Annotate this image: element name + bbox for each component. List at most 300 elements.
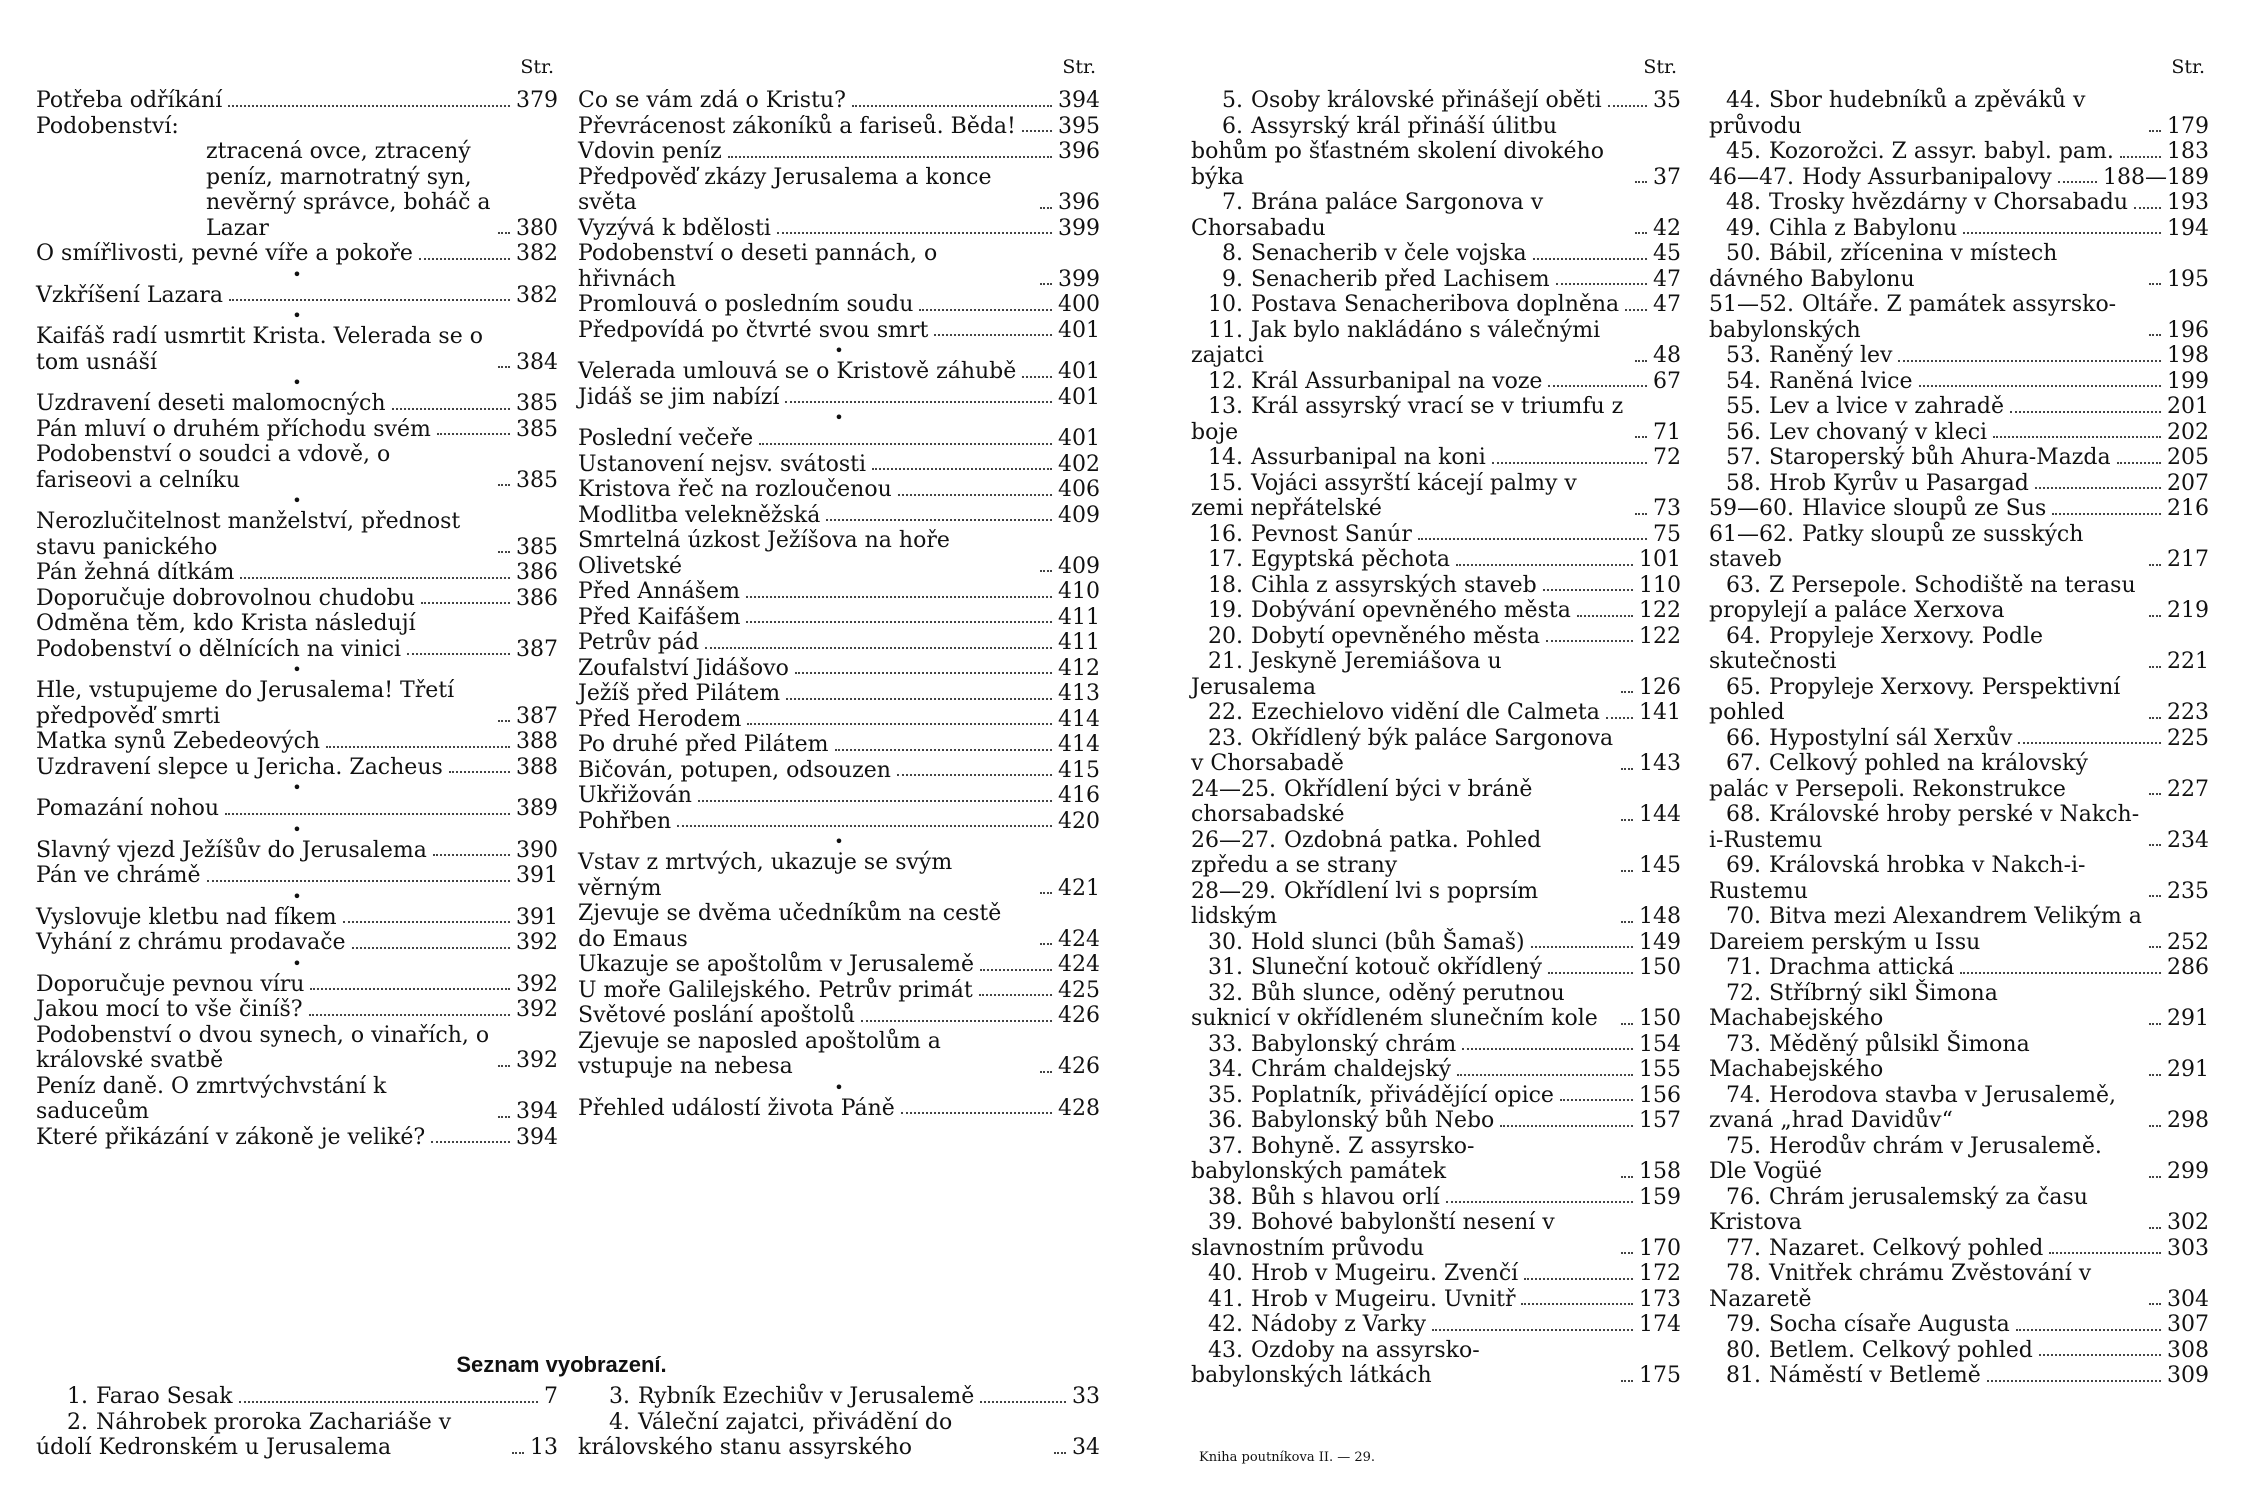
page-number: 401 [1058, 384, 1100, 410]
entry-text: Z Persepole. Schodiště na terasu propylejí a paláce Xerxova [1709, 572, 2136, 623]
page-number: 159 [1639, 1184, 1681, 1210]
entry-text: Herodův chrám v Jerusalemě. Dle Vogüé [1709, 1133, 2102, 1184]
entry-title: ztracená ovce, ztracený peníz, marnotratný syn, nevěrný správce, boháč a Lazar [206, 139, 491, 241]
toc-entry [1191, 930, 1681, 956]
page-number: 385 [516, 391, 558, 416]
dot-leader [2052, 513, 2161, 515]
page-number: 179 [2167, 113, 2209, 139]
entry-text: Hrob Kyrův u Pasargad [1769, 470, 2029, 496]
dot-leader [1040, 892, 1052, 894]
dot-leader [229, 299, 510, 301]
dot-leader [1446, 1201, 1633, 1203]
toc-entry [1191, 369, 1681, 395]
toc-entry [1709, 445, 2209, 471]
page-number: 122 [1639, 623, 1681, 649]
entry-text: Propyleje Xerxovy. Perspektivní pohled [1709, 674, 2121, 725]
toc-entry [1191, 88, 1681, 114]
entry-number: 81. [1726, 1363, 1761, 1388]
dot-leader [1577, 615, 1633, 617]
entry-number: 77. [1726, 1235, 1761, 1261]
dot-leader [1621, 768, 1633, 770]
illustrations-heading: Seznam vyobrazení. [456, 1352, 667, 1377]
toc-entry [1709, 751, 2209, 802]
page-number: 7 [544, 1384, 558, 1409]
entry-title: Hle, vstupujeme do Jerusalema! Třetí předpověď smrti [36, 678, 455, 729]
dot-leader [1919, 385, 2162, 387]
entry-number: 63. [1726, 572, 1761, 598]
dot-leader [1521, 1303, 1633, 1305]
dot-leader [1022, 130, 1052, 132]
toc-entry [1191, 114, 1681, 191]
page-number: 406 [1058, 477, 1100, 502]
page-number: 409 [1058, 553, 1100, 579]
toc-entry [1709, 292, 2209, 343]
page-number: 396 [1058, 190, 1100, 215]
entry-number: 20. [1208, 623, 1243, 649]
section-divider-star: • [292, 660, 302, 679]
dot-leader [2149, 130, 2161, 132]
entry-number: 51—52. [1709, 292, 1794, 317]
toc-entry [1191, 1108, 1681, 1134]
toc-entry [1709, 522, 2209, 573]
entry-text: Jak bylo nakládáno s válečnými zajatci [1191, 317, 1601, 368]
dot-leader [228, 105, 510, 107]
entry-number: 54. [1726, 368, 1761, 394]
entry-title: Peníz daně. O zmrtvýchvstání k saduceům [36, 1073, 387, 1124]
toc-entry [36, 997, 558, 1023]
entry-text: Babylonský bůh Nebo [1251, 1108, 1495, 1133]
page-number: 155 [1639, 1057, 1681, 1082]
entry-title: Vyzývá k bdělosti [578, 215, 771, 241]
entry-number: 40. [1208, 1261, 1243, 1286]
entry-text: Hypostylní sál Xerxův [1769, 725, 2013, 751]
toc-entry [1709, 88, 2209, 139]
dot-leader [309, 1014, 510, 1016]
toc-entry [578, 758, 1100, 784]
dot-leader [498, 720, 510, 722]
entry-number: 44. [1726, 88, 1761, 113]
toc-entry [1709, 624, 2209, 675]
page-number: 426 [1058, 1054, 1100, 1079]
section-divider-star: • [834, 341, 844, 360]
entry-text: Celkový pohled na královský palác v Persepoli. Rekonstrukce [1709, 751, 2088, 802]
entry-title [1191, 190, 1629, 241]
toc-entry [36, 586, 558, 612]
dot-leader [919, 309, 1052, 311]
toc-entry [1709, 1312, 2209, 1338]
entry-title: Jakou mocí to vše činíš? [36, 997, 303, 1022]
page-number: 391 [516, 904, 558, 930]
dot-leader [1418, 538, 1647, 540]
page-number: 428 [1058, 1095, 1100, 1121]
page-number: 157 [1639, 1108, 1681, 1133]
page-number: 205 [2167, 445, 2209, 470]
toc-entry [1191, 318, 1681, 369]
entry-title [1709, 394, 2004, 420]
entry-text: Ezechielovo vidění dle Calmeta [1251, 700, 1600, 725]
entry-title [1709, 1312, 2010, 1338]
dot-leader [1462, 1048, 1633, 1050]
page-number: 183 [2167, 139, 2209, 164]
dot-leader [2035, 487, 2161, 489]
dot-leader [1040, 943, 1052, 945]
entry-title: Ukřižován [578, 783, 692, 808]
page-number: 384 [516, 349, 558, 375]
entry-number: 80. [1726, 1337, 1761, 1363]
dot-leader [352, 947, 510, 949]
toc-entry [1191, 547, 1681, 573]
entry-title: Vyhání z chrámu prodavače [36, 930, 346, 955]
section-divider-star: • [292, 491, 302, 510]
entry-title: Pohřben [578, 808, 672, 834]
page-number: 401 [1058, 359, 1100, 384]
toc-entry [578, 385, 1100, 411]
entry-title [36, 1384, 233, 1410]
right-page [1123, 0, 2246, 1500]
entry-title: Kristova řeč na rozloučenou [578, 477, 892, 502]
entry-number: 48. [1726, 190, 1761, 215]
entry-title [1191, 573, 1537, 599]
entry-text: Okřídlení býci v bráně chorsabadské [1191, 776, 1533, 827]
page-number: 413 [1058, 681, 1100, 706]
page-number: 223 [2167, 700, 2209, 725]
dot-leader [980, 969, 1052, 971]
dot-leader [2149, 1176, 2161, 1178]
entry-title [1709, 751, 2143, 802]
entry-text: Sbor hudebníků a zpěváků v průvodu [1709, 88, 2086, 139]
entry-number: 38. [1208, 1184, 1243, 1210]
page-number: 156 [1639, 1082, 1681, 1108]
entry-title: U moře Galilejského. Petrův primát [578, 977, 973, 1003]
entry-number: 18. [1208, 572, 1243, 598]
entry-text: Bitva mezi Alexandrem Velikým a Dareiem perským u Issu [1709, 904, 2142, 955]
entry-text: Dobytí opevněného města [1251, 623, 1540, 649]
entry-text: Senacherib v čele vojska [1251, 241, 1527, 266]
entry-title: Bičován, potupen, odsouzen [578, 757, 891, 783]
toc-entry [1191, 1134, 1681, 1185]
dot-leader [852, 105, 1052, 107]
page-number: 309 [2167, 1363, 2209, 1388]
dot-leader [433, 854, 510, 856]
toc-entry [1191, 777, 1681, 828]
section-divider-star: • [292, 306, 302, 325]
entry-title [1709, 624, 2143, 675]
toc-entry [578, 165, 1100, 216]
entry-text: Raněná lvice [1769, 368, 1913, 394]
entry-text: Egyptská pěchota [1251, 547, 1451, 572]
page-number: 235 [2167, 878, 2209, 904]
entry-number: 57. [1726, 445, 1761, 470]
entry-title [1709, 190, 2128, 216]
entry-title: Zjevuje se naposled apoštolům a vstupuje na nebesa [578, 1028, 941, 1079]
toc-entry [1191, 1210, 1681, 1261]
toc-entry [1191, 1312, 1681, 1338]
dot-leader [310, 988, 510, 990]
entry-number: 4. [609, 1409, 630, 1435]
page-number: 396 [1058, 139, 1100, 164]
entry-title [1709, 955, 1954, 981]
entry-text: Raněný lev [1769, 343, 1893, 368]
entry-text: Vojáci assyrští kácejí palmy v zemi nepřátelské [1191, 470, 1577, 521]
page-number: 13 [530, 1435, 558, 1460]
page-number: 198 [2167, 343, 2209, 368]
toc-entry [1709, 496, 2209, 522]
toc-entry [578, 88, 1100, 114]
dot-leader [747, 723, 1052, 725]
toc-entry [1709, 394, 2209, 420]
toc-entry [36, 391, 558, 417]
entry-number: 3. [609, 1384, 630, 1409]
toc-entry [1709, 420, 2209, 446]
dot-leader [1531, 946, 1633, 948]
toc-entry [1709, 904, 2209, 955]
entry-title: Zoufalství Jidášovo [578, 655, 789, 681]
toc-entry [1191, 700, 1681, 726]
entry-title [1191, 1312, 1426, 1338]
dot-leader [1548, 972, 1633, 974]
toc-entry [36, 88, 558, 114]
toc-entry [36, 972, 558, 998]
page-number: 73 [1653, 496, 1681, 521]
toc-entry [578, 901, 1100, 952]
dot-leader [498, 484, 510, 486]
dot-leader [2149, 1125, 2161, 1127]
dot-leader [872, 468, 1052, 470]
entry-text: Patky sloupů ze susských staveb [1709, 521, 2084, 572]
entry-title: Vyslovuje kletbu nad fíkem [36, 904, 337, 930]
entry-title: Poslední večeře [578, 426, 754, 451]
page-number: 424 [1058, 926, 1100, 952]
dot-leader [2039, 1354, 2161, 1356]
page-number: 388 [516, 729, 558, 754]
dot-leader [2149, 334, 2161, 336]
dot-leader [1524, 1278, 1633, 1280]
dot-leader [897, 774, 1052, 776]
illustrations-column-3 [1191, 52, 1681, 1389]
page-number: 194 [2167, 215, 2209, 241]
dot-leader [449, 771, 510, 773]
toc-entry [1191, 981, 1681, 1032]
entry-title [1709, 1363, 1981, 1389]
dot-leader [795, 672, 1052, 674]
page-number: 409 [1058, 502, 1100, 528]
dot-leader [1621, 1380, 1633, 1382]
entry-title: Podobenství o soudci a vdově, o fariseovi a celníku [36, 442, 391, 493]
page-column-header: Str. [2171, 56, 2205, 78]
entry-number: 53. [1726, 343, 1761, 368]
toc-entry [578, 579, 1100, 605]
illustrations-column-4 [1709, 52, 2209, 1389]
dot-leader [2149, 1074, 2161, 1076]
entry-title [1191, 1287, 1515, 1313]
toc-entry [578, 605, 1100, 631]
toc-entry [1709, 573, 2209, 624]
dot-leader [1608, 105, 1647, 107]
page-number: 195 [2167, 266, 2209, 292]
page-number: 141 [1639, 700, 1681, 725]
toc-entry [1709, 165, 2209, 191]
page-number: 420 [1058, 808, 1100, 834]
entry-title [1709, 1032, 2143, 1083]
page-number: 286 [2167, 955, 2209, 980]
dot-leader [1040, 1071, 1052, 1073]
toc-entry [578, 656, 1100, 682]
entry-title [1191, 828, 1615, 879]
page-number: 150 [1639, 1006, 1681, 1031]
entry-title [1191, 700, 1600, 726]
dot-leader [1040, 207, 1052, 209]
entry-title [1709, 726, 2012, 752]
toc-entry [36, 139, 558, 241]
toc-entry [1709, 471, 2209, 497]
entry-title [578, 1410, 1048, 1461]
page-number: 291 [2167, 1057, 2209, 1082]
entry-title [1709, 1338, 2033, 1364]
dot-leader [1492, 462, 1647, 464]
dot-leader [2149, 283, 2161, 285]
dot-leader [207, 880, 510, 882]
page-number: 144 [1639, 802, 1681, 827]
page-number: 158 [1639, 1159, 1681, 1184]
entry-title: Vstav z mrtvých, ukazuje se svým věrným [578, 850, 953, 901]
dot-leader [677, 825, 1052, 827]
dot-leader [2149, 1023, 2161, 1025]
toc-entry [578, 318, 1100, 344]
entry-text: Nádoby z Varky [1251, 1312, 1427, 1337]
dot-leader [2134, 207, 2161, 209]
dot-leader [1621, 691, 1633, 693]
dot-leader [1560, 1099, 1633, 1101]
page-number: 414 [1058, 732, 1100, 757]
toc-entry [36, 755, 558, 781]
entry-number: 64. [1726, 623, 1761, 649]
page-number: 154 [1639, 1031, 1681, 1057]
dot-leader [835, 749, 1052, 751]
entry-title: Velerada umlouvá se o Kristově záhubě [578, 359, 1017, 384]
entry-number: 24—25. [1191, 776, 1276, 802]
page-number: 387 [516, 636, 558, 662]
entry-number: 19. [1208, 598, 1243, 623]
page-number: 45 [1653, 241, 1681, 266]
entry-title: Uzdravení deseti malomocných [36, 391, 386, 416]
entry-text: Bohyně. Z assyrsko-babylonských památek [1191, 1133, 1475, 1184]
dot-leader [2010, 411, 2161, 413]
toc-entry [36, 905, 558, 931]
entry-text: Hrob v Mugeiru. Zvenčí [1251, 1261, 1519, 1286]
entry-title [1191, 981, 1615, 1032]
entry-text: Postava Senacheribova doplněna [1251, 292, 1620, 317]
entry-number: 28—29. [1191, 878, 1276, 904]
entry-text: Okřídlený býk paláce Sargonova v Chorsabadě [1191, 725, 1614, 776]
toc-entry [1191, 1338, 1681, 1389]
entry-title [1709, 369, 1913, 395]
toc-entry [578, 1096, 1100, 1122]
page-number: 149 [1639, 929, 1681, 955]
toc-entry [1709, 343, 2209, 369]
dot-leader [705, 647, 1052, 649]
entry-text: Bůh s hlavou orlí [1251, 1184, 1440, 1210]
entry-title [1191, 292, 1619, 318]
entry-text: Propyleje Xerxovy. Podle skutečnosti [1709, 623, 2044, 674]
page-number: 110 [1639, 572, 1681, 598]
page-number: 399 [1058, 266, 1100, 292]
entry-title: Uzdravení slepce u Jericha. Zacheus [36, 754, 443, 780]
page-number: 414 [1058, 706, 1100, 732]
dot-leader [1987, 1380, 2161, 1382]
page-number: 67 [1653, 368, 1681, 394]
entry-title: Světové poslání apoštolů [578, 1003, 856, 1028]
dot-leader [1548, 385, 1647, 387]
dot-leader [777, 232, 1052, 234]
toc-entry [1191, 1083, 1681, 1109]
entry-title: Pán mluví o druhém příchodu svém [36, 416, 431, 442]
toc-entry [36, 611, 558, 637]
page-number: 37 [1653, 164, 1681, 190]
page-number: 379 [516, 88, 558, 113]
entry-title [1191, 624, 1540, 650]
toc-entry [578, 452, 1100, 478]
page-number: 392 [516, 971, 558, 997]
page-number: 47 [1653, 266, 1681, 292]
entry-title [1709, 573, 2143, 624]
toc-entry [578, 216, 1100, 242]
toc-entry [1709, 369, 2209, 395]
dot-leader [759, 443, 1052, 445]
page-number: 416 [1058, 783, 1100, 808]
page-number: 401 [1058, 426, 1100, 451]
toc-entry [1709, 955, 2209, 981]
entry-title: Jidáš se jim nabízí [578, 384, 780, 410]
toc-entry [36, 241, 558, 267]
entry-text: Hlavice sloupů ze Sus [1801, 496, 2047, 521]
page-number: 145 [1639, 853, 1681, 878]
toc-entry [36, 1023, 558, 1074]
page-number: 193 [2167, 190, 2209, 215]
entry-number: 35. [1208, 1082, 1243, 1108]
entry-title [1191, 394, 1629, 445]
dot-leader [1500, 1125, 1633, 1127]
entry-title: Podobenství o dvou synech, o vinařích, o královské svatbě [36, 1022, 490, 1073]
entry-title [1709, 216, 1957, 242]
entry-text: Oltáře. Z památek assyrsko-babylonských [1709, 292, 2117, 343]
dot-leader [1621, 1023, 1633, 1025]
entry-title [1191, 726, 1615, 777]
page-number: 172 [1639, 1261, 1681, 1286]
section-divider-star: • [292, 886, 302, 906]
dot-leader [901, 1112, 1052, 1114]
dot-leader [407, 653, 510, 655]
toc-entry [1709, 1185, 2209, 1236]
toc-entry [1709, 1083, 2209, 1134]
dot-leader [1635, 181, 1647, 183]
entry-text: Chrám chaldejský [1251, 1057, 1452, 1082]
entry-title: Potřeba odříkání [36, 88, 223, 113]
entry-number: 76. [1726, 1184, 1761, 1210]
toc-entry [36, 863, 558, 889]
toc-entry [1191, 292, 1681, 318]
entry-title [1191, 1338, 1615, 1389]
toc-entry [1191, 471, 1681, 522]
entry-text: Brána paláce Sargonova v Chorsabadu [1191, 190, 1544, 241]
page-number: 202 [2167, 419, 2209, 445]
dot-leader [980, 1401, 1066, 1403]
entry-text: Ozdobná patka. Pohled zpředu a se strany [1191, 827, 1542, 878]
entry-number: 71. [1726, 955, 1761, 980]
dot-leader [1054, 1452, 1066, 1454]
entry-number: 11. [1208, 317, 1243, 343]
dot-leader [225, 813, 510, 815]
entry-title [1191, 318, 1629, 369]
